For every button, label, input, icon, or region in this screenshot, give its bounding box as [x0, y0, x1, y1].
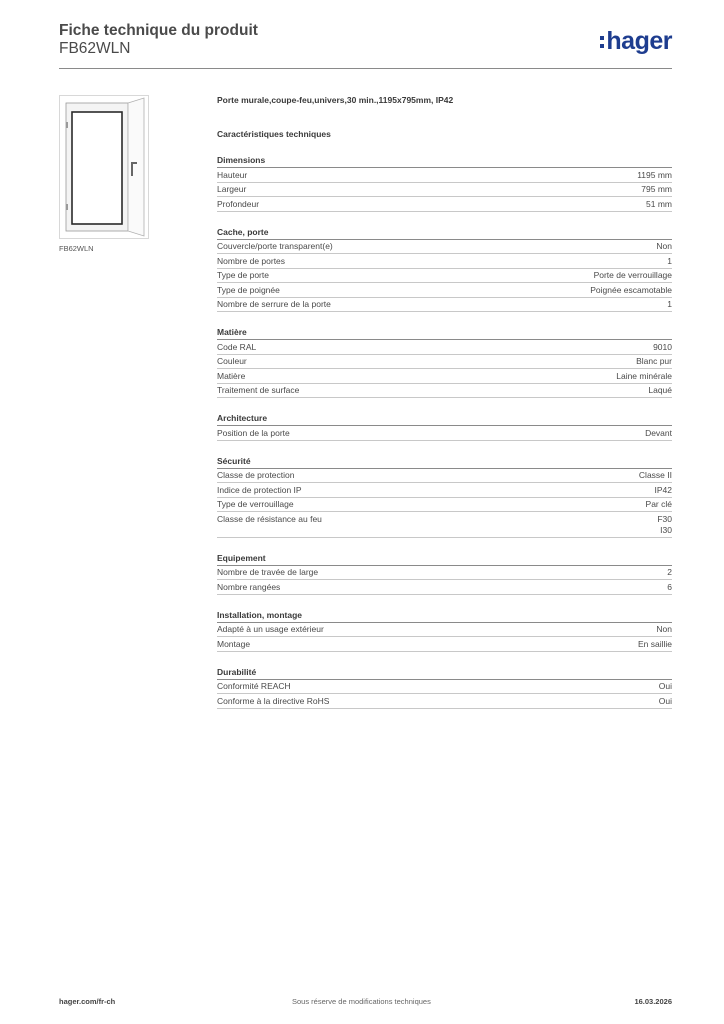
spec-value-line: 6	[667, 581, 672, 592]
spec-row	[217, 283, 672, 298]
product-description: Porte murale,coupe-feu,univers,30 min.,1195x795mm, IP42	[217, 95, 454, 105]
spec-label: Nombre de travée de large	[217, 567, 319, 577]
spec-row	[217, 197, 672, 212]
spec-value-line: Devant	[645, 427, 672, 438]
spec-value-line: Oui	[658, 695, 672, 706]
spec-row	[217, 298, 672, 313]
logo-text: hager	[606, 27, 672, 55]
spec-label: Largeur	[217, 184, 247, 194]
spec-value-line: Blanc pur	[636, 356, 672, 366]
section-title: Durabilité	[217, 667, 672, 680]
spec-label: Nombre de serrure de la porte	[217, 299, 331, 309]
spec-value-line: 1	[667, 255, 672, 266]
spec-section	[217, 227, 672, 313]
spec-label: Couleur	[217, 356, 247, 366]
spec-row	[217, 580, 672, 595]
spec-row	[217, 623, 672, 638]
spec-row	[217, 240, 672, 255]
spec-value-line: Par clé	[645, 499, 672, 509]
spec-section	[217, 155, 672, 212]
spec-sections	[217, 155, 672, 709]
footer-disclaimer: Sous réserve de modifications techniques	[292, 997, 431, 1006]
spec-value-line: 795 mm	[641, 184, 672, 194]
spec-value-line: Laqué	[648, 385, 672, 395]
spec-label: Matière	[217, 370, 246, 381]
spec-value-line: 1195 mm	[637, 169, 672, 180]
spec-section	[217, 610, 672, 652]
spec-value-line: 1	[667, 299, 672, 309]
spec-section	[217, 456, 672, 538]
spec-label: Type de porte	[217, 270, 269, 280]
spec-value	[646, 499, 672, 510]
spec-row	[217, 254, 672, 269]
section-title: Equipement	[217, 553, 672, 566]
spec-value-line: Oui	[658, 681, 672, 691]
spec-value	[653, 342, 672, 353]
section-title: Cache, porte	[217, 227, 672, 240]
spec-value-line: Non	[656, 624, 672, 634]
spec-value	[637, 170, 672, 181]
spec-row	[217, 512, 672, 538]
spec-value	[659, 681, 672, 692]
logo-colon-icon	[600, 36, 604, 48]
spec-value-line: En saillie	[637, 638, 672, 649]
document-title: Fiche technique du produit	[59, 22, 258, 39]
spec-row	[217, 566, 672, 581]
spec-value	[667, 299, 672, 310]
spec-value-line: Classe II	[638, 470, 672, 480]
spec-row	[217, 183, 672, 198]
spec-row	[217, 168, 672, 183]
spec-row	[217, 384, 672, 399]
section-title: Matière	[217, 327, 672, 340]
door-cabinet-illustration	[60, 96, 148, 238]
spec-label: Couvercle/porte transparent(e)	[217, 241, 333, 251]
spec-label: Traitement de surface	[217, 385, 300, 395]
spec-section	[217, 553, 672, 595]
spec-value	[667, 567, 672, 578]
spec-label: Conforme à la directive RoHS	[217, 695, 330, 706]
spec-value	[645, 428, 672, 439]
spec-label: Adapté à un usage extérieur	[217, 624, 324, 634]
spec-value	[594, 270, 672, 281]
hager-logo	[600, 27, 672, 55]
technical-characteristics-heading: Caractéristiques techniques	[217, 129, 331, 139]
spec-value-line: F30	[657, 513, 672, 524]
spec-value	[655, 485, 673, 496]
spec-value	[636, 356, 672, 367]
spec-label: Nombre de portes	[217, 255, 286, 266]
spec-value	[656, 241, 672, 252]
spec-row	[217, 483, 672, 498]
spec-value	[659, 696, 672, 707]
spec-label: Type de verrouillage	[217, 499, 294, 509]
spec-value	[616, 371, 672, 382]
spec-label: Nombre rangées	[217, 581, 281, 592]
spec-row	[217, 498, 672, 513]
spec-section	[217, 327, 672, 398]
footer-date: 16.03.2026	[634, 997, 672, 1006]
spec-value	[656, 624, 672, 635]
spec-row	[217, 680, 672, 695]
spec-value	[639, 470, 672, 481]
spec-label: Indice de protection IP	[217, 484, 302, 495]
spec-value-line: Poignée escamotable	[590, 284, 672, 295]
spec-label: Classe de protection	[217, 470, 295, 480]
spec-label: Conformité REACH	[217, 681, 291, 691]
footer-website-link[interactable]: hager.com/fr-ch	[59, 997, 116, 1006]
spec-row	[217, 426, 672, 441]
spec-label: Montage	[217, 638, 251, 649]
spec-row	[217, 269, 672, 284]
section-title: Installation, montage	[217, 610, 672, 623]
spec-value-line: 51 mm	[646, 198, 672, 209]
product-code-subtitle: FB62WLN	[59, 40, 131, 57]
page-header	[59, 22, 672, 69]
spec-value	[646, 199, 672, 210]
spec-label: Code RAL	[217, 341, 257, 352]
spec-row	[217, 340, 672, 355]
product-image	[59, 95, 149, 239]
image-caption: FB62WLN	[59, 244, 94, 253]
spec-label: Profondeur	[217, 198, 260, 209]
spec-value	[641, 184, 672, 195]
spec-row	[217, 637, 672, 652]
section-title: Dimensions	[217, 155, 672, 168]
product-spec-content	[217, 95, 672, 709]
spec-value	[657, 514, 672, 536]
spec-label: Classe de résistance au feu	[217, 513, 322, 524]
spec-section	[217, 413, 672, 441]
spec-value-line: 9010	[653, 341, 672, 352]
spec-label: Type de poignée	[217, 284, 280, 295]
spec-value-line: IP42	[654, 484, 672, 495]
spec-row	[217, 694, 672, 709]
section-title: Sécurité	[217, 456, 672, 469]
spec-value-line: 2	[667, 567, 672, 577]
spec-row	[217, 369, 672, 384]
spec-value	[667, 582, 672, 593]
section-title: Architecture	[217, 413, 672, 426]
spec-value	[667, 256, 672, 267]
spec-label: Hauteur	[217, 169, 248, 180]
spec-value	[638, 639, 672, 650]
spec-label: Position de la porte	[217, 427, 290, 438]
spec-value	[590, 285, 672, 296]
spec-value-line: I30	[660, 524, 672, 535]
spec-value	[648, 385, 672, 396]
spec-section	[217, 667, 672, 709]
spec-row	[217, 355, 672, 370]
spec-value-line: Porte de verrouillage	[593, 270, 672, 280]
spec-value-line: Laine minérale	[616, 370, 672, 381]
spec-row	[217, 469, 672, 484]
spec-value-line: Non	[656, 241, 672, 251]
